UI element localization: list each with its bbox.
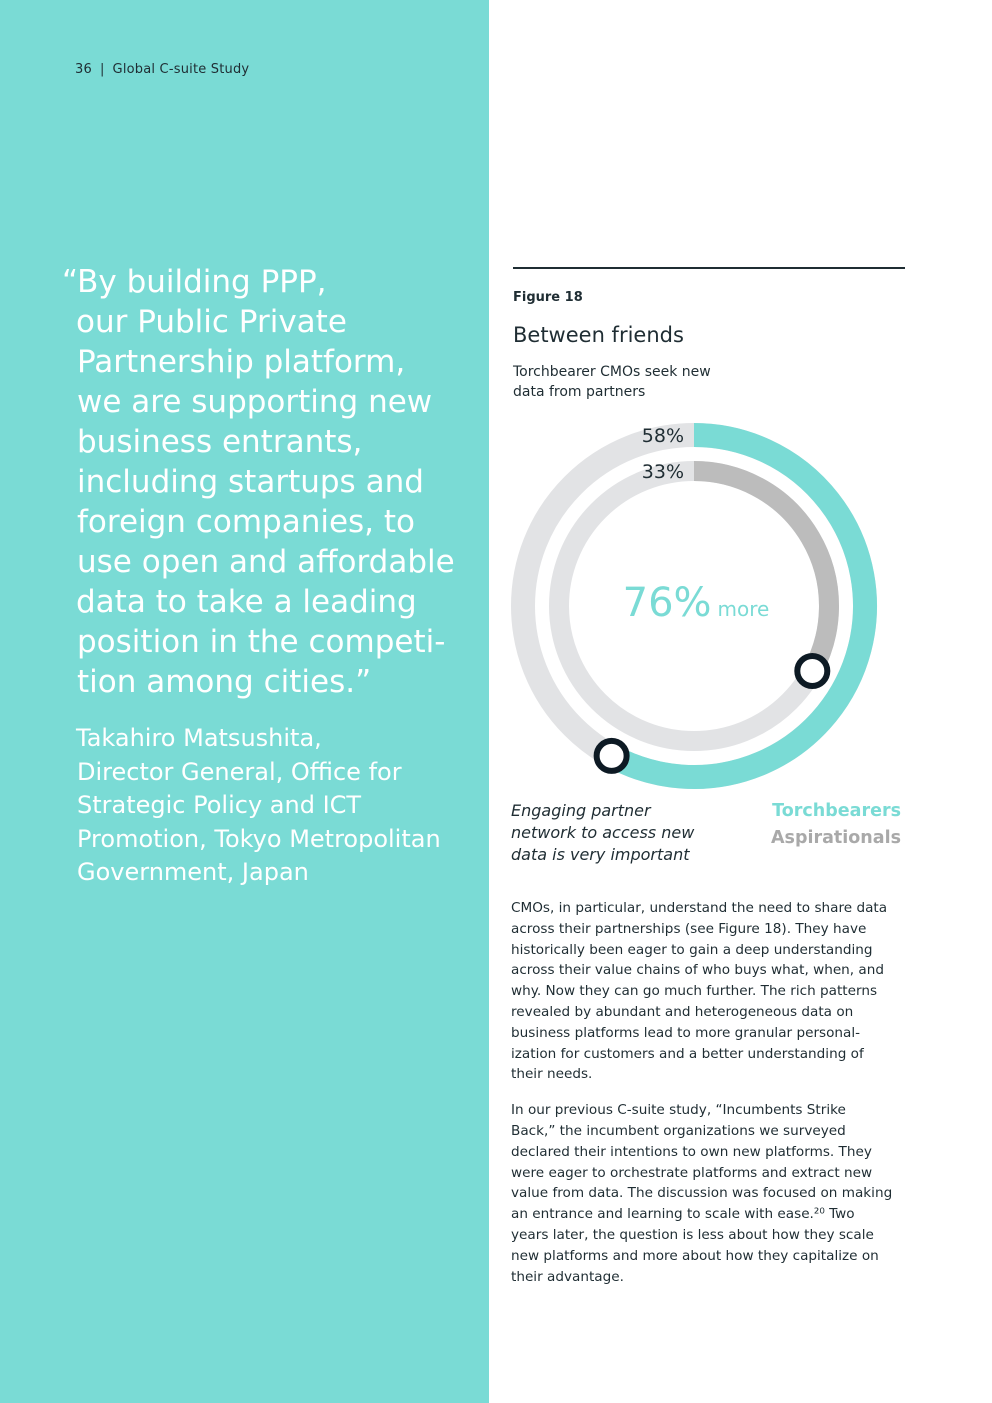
text-line: Back,” the incumbent organizations we surveyed — [511, 1122, 846, 1139]
center-suffix: more — [717, 597, 770, 621]
quote-line: tion among cities.” — [77, 664, 372, 700]
quote-line: “By building PPP, — [62, 264, 327, 300]
text-line: across their partnerships (see Figure 18). They have — [511, 920, 867, 937]
figure-label: Figure 18 — [513, 290, 583, 305]
center-callout — [623, 580, 770, 626]
quote-line: including startups and — [77, 464, 424, 500]
chart-caption — [511, 800, 731, 866]
quote-line: business entrants, — [77, 424, 363, 460]
caption-line: Engaging partner — [511, 801, 651, 820]
quote-panel — [0, 0, 489, 1403]
aspirationals-endpoint-marker — [797, 656, 827, 686]
text-line: an entrance and learning to scale with ease.²⁰ Two — [511, 1206, 855, 1223]
text-line: historically been eager to gain a deep understanding — [511, 941, 873, 958]
text-line: their advantage. — [511, 1268, 624, 1285]
text-line: their needs. — [511, 1066, 593, 1083]
attribution-line: Promotion, Tokyo Metropolitan — [77, 824, 441, 853]
quote-line: use open and affordable — [77, 544, 455, 580]
legend-torchbearers: Torchbearers — [772, 801, 901, 821]
quote-line: foreign companies, to — [77, 504, 416, 540]
text-line: new platforms and more about how they capitalize on — [511, 1247, 879, 1264]
text-line: why. Now they can go much further. The rich patterns — [511, 983, 878, 1000]
quote-line: our Public Private — [76, 304, 347, 340]
torchbearers-value-label: 58% — [641, 425, 684, 447]
quote-line: position in the competi- — [77, 624, 446, 660]
pull-quote — [62, 262, 472, 702]
chart-legend — [700, 798, 901, 852]
figure-divider — [513, 267, 905, 269]
caption-line: network to access new — [511, 823, 695, 842]
subtitle-line: Torchbearer CMOs seek new — [513, 364, 711, 380]
text-line: were eager to orchestrate platforms and extract new — [511, 1164, 873, 1181]
torchbearers-endpoint-marker — [597, 741, 627, 771]
header-separator: | — [99, 62, 105, 77]
attribution-line: Takahiro Matsushita, — [76, 724, 322, 752]
paragraph-2 — [511, 1100, 906, 1287]
text-line: In our previous C-suite study, “Incumbents Strike — [511, 1102, 846, 1119]
attribution-line: Government, Japan — [77, 858, 309, 886]
text-line: CMOs, in particular, understand the need to share data — [511, 900, 888, 916]
publication-title: Global C-suite Study — [112, 62, 250, 77]
text-line: value from data. The discussion was focused on making — [511, 1185, 893, 1202]
subtitle-line: data from partners — [513, 384, 646, 400]
attribution-line: Strategic Policy and ICT — [77, 791, 362, 819]
text-line: years later, the question is less about how they scale — [511, 1226, 874, 1243]
aspirationals-arc — [694, 471, 829, 671]
donut-chart — [500, 410, 900, 800]
center-value: 76% — [622, 580, 712, 626]
quote-attribution — [76, 722, 476, 890]
text-line: revealed by abundant and heterogeneous data on — [511, 1003, 854, 1020]
attribution-line: Director General, Office for — [77, 757, 402, 786]
page-number: 36 — [75, 62, 92, 77]
text-line: declared their intentions to own new platforms. They — [511, 1143, 872, 1160]
text-line: across their value chains of who buys what, when, and — [511, 962, 885, 979]
legend-aspirationals: Aspirationals — [771, 828, 901, 848]
quote-line: Partnership platform, — [77, 344, 406, 380]
text-line: ization for customers and a better understanding of — [511, 1045, 864, 1062]
page-header — [75, 62, 249, 77]
figure-title: Between friends — [513, 323, 684, 347]
body-text — [511, 898, 906, 1302]
text-line: business platforms lead to more granular personal- — [511, 1024, 861, 1041]
figure-subtitle — [513, 362, 753, 402]
quote-line: data to take a leading — [76, 584, 417, 620]
paragraph-1 — [511, 898, 906, 1085]
quote-line: we are supporting new — [77, 384, 433, 420]
aspirationals-value-label: 33% — [641, 461, 684, 483]
caption-line: data is very important — [511, 845, 690, 864]
